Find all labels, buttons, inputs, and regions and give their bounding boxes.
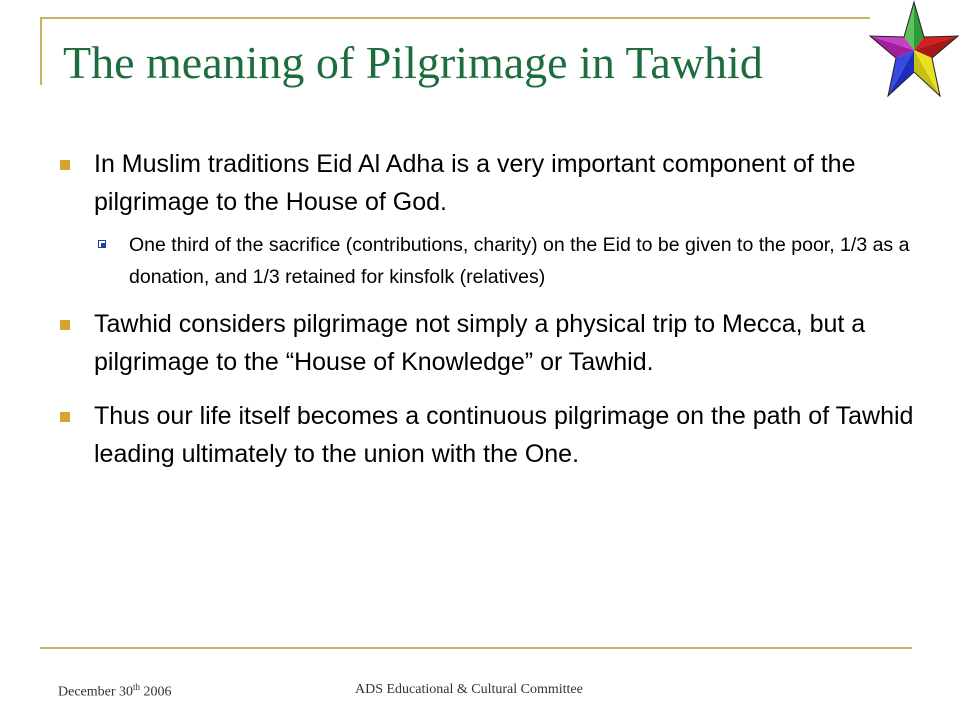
footer-divider	[40, 647, 912, 649]
hollow-square-bullet-icon	[98, 240, 106, 248]
footer-date-year: 2006	[140, 684, 172, 700]
bullet-item	[60, 397, 920, 473]
bullet-text: In Muslim traditions Eid Al Adha is a very important component of the pilgrimage to the House of God.	[94, 150, 856, 216]
bullet-text: Thus our life itself becomes a continuous pilgrimage on the path of Tawhid leading ultimately to the union with the One.	[94, 402, 914, 468]
footer-organization: ADS Educational & Cultural Committee	[355, 682, 583, 697]
title-accent-vertical-line	[40, 17, 42, 85]
footer-date	[58, 682, 172, 701]
slide-title: The meaning of Pilgrimage in Tawhid	[63, 37, 763, 88]
sub-bullet-item	[60, 229, 920, 293]
square-bullet-icon	[60, 412, 70, 422]
bullet-text: Tawhid considers pilgrimage not simply a physical trip to Mecca, but a pilgrimage to the “House of Knowledge” or Tawhid.	[94, 310, 866, 376]
bullet-item	[60, 305, 920, 381]
footer-date-suffix: th	[133, 682, 141, 692]
footer-date-prefix: December 30	[58, 684, 134, 700]
square-bullet-icon	[60, 320, 70, 330]
multicolor-star-icon	[868, 0, 960, 100]
square-bullet-icon	[60, 160, 70, 170]
slide-content	[60, 145, 920, 473]
title-accent-horizontal-line	[40, 17, 870, 19]
sub-bullet-text: One third of the sacrifice (contributions, charity) on the Eid to be given to the poor, 1/3 as a donation, and 1/3 retained for kinsfolk (relatives)	[129, 234, 910, 288]
bullet-item	[60, 145, 920, 221]
